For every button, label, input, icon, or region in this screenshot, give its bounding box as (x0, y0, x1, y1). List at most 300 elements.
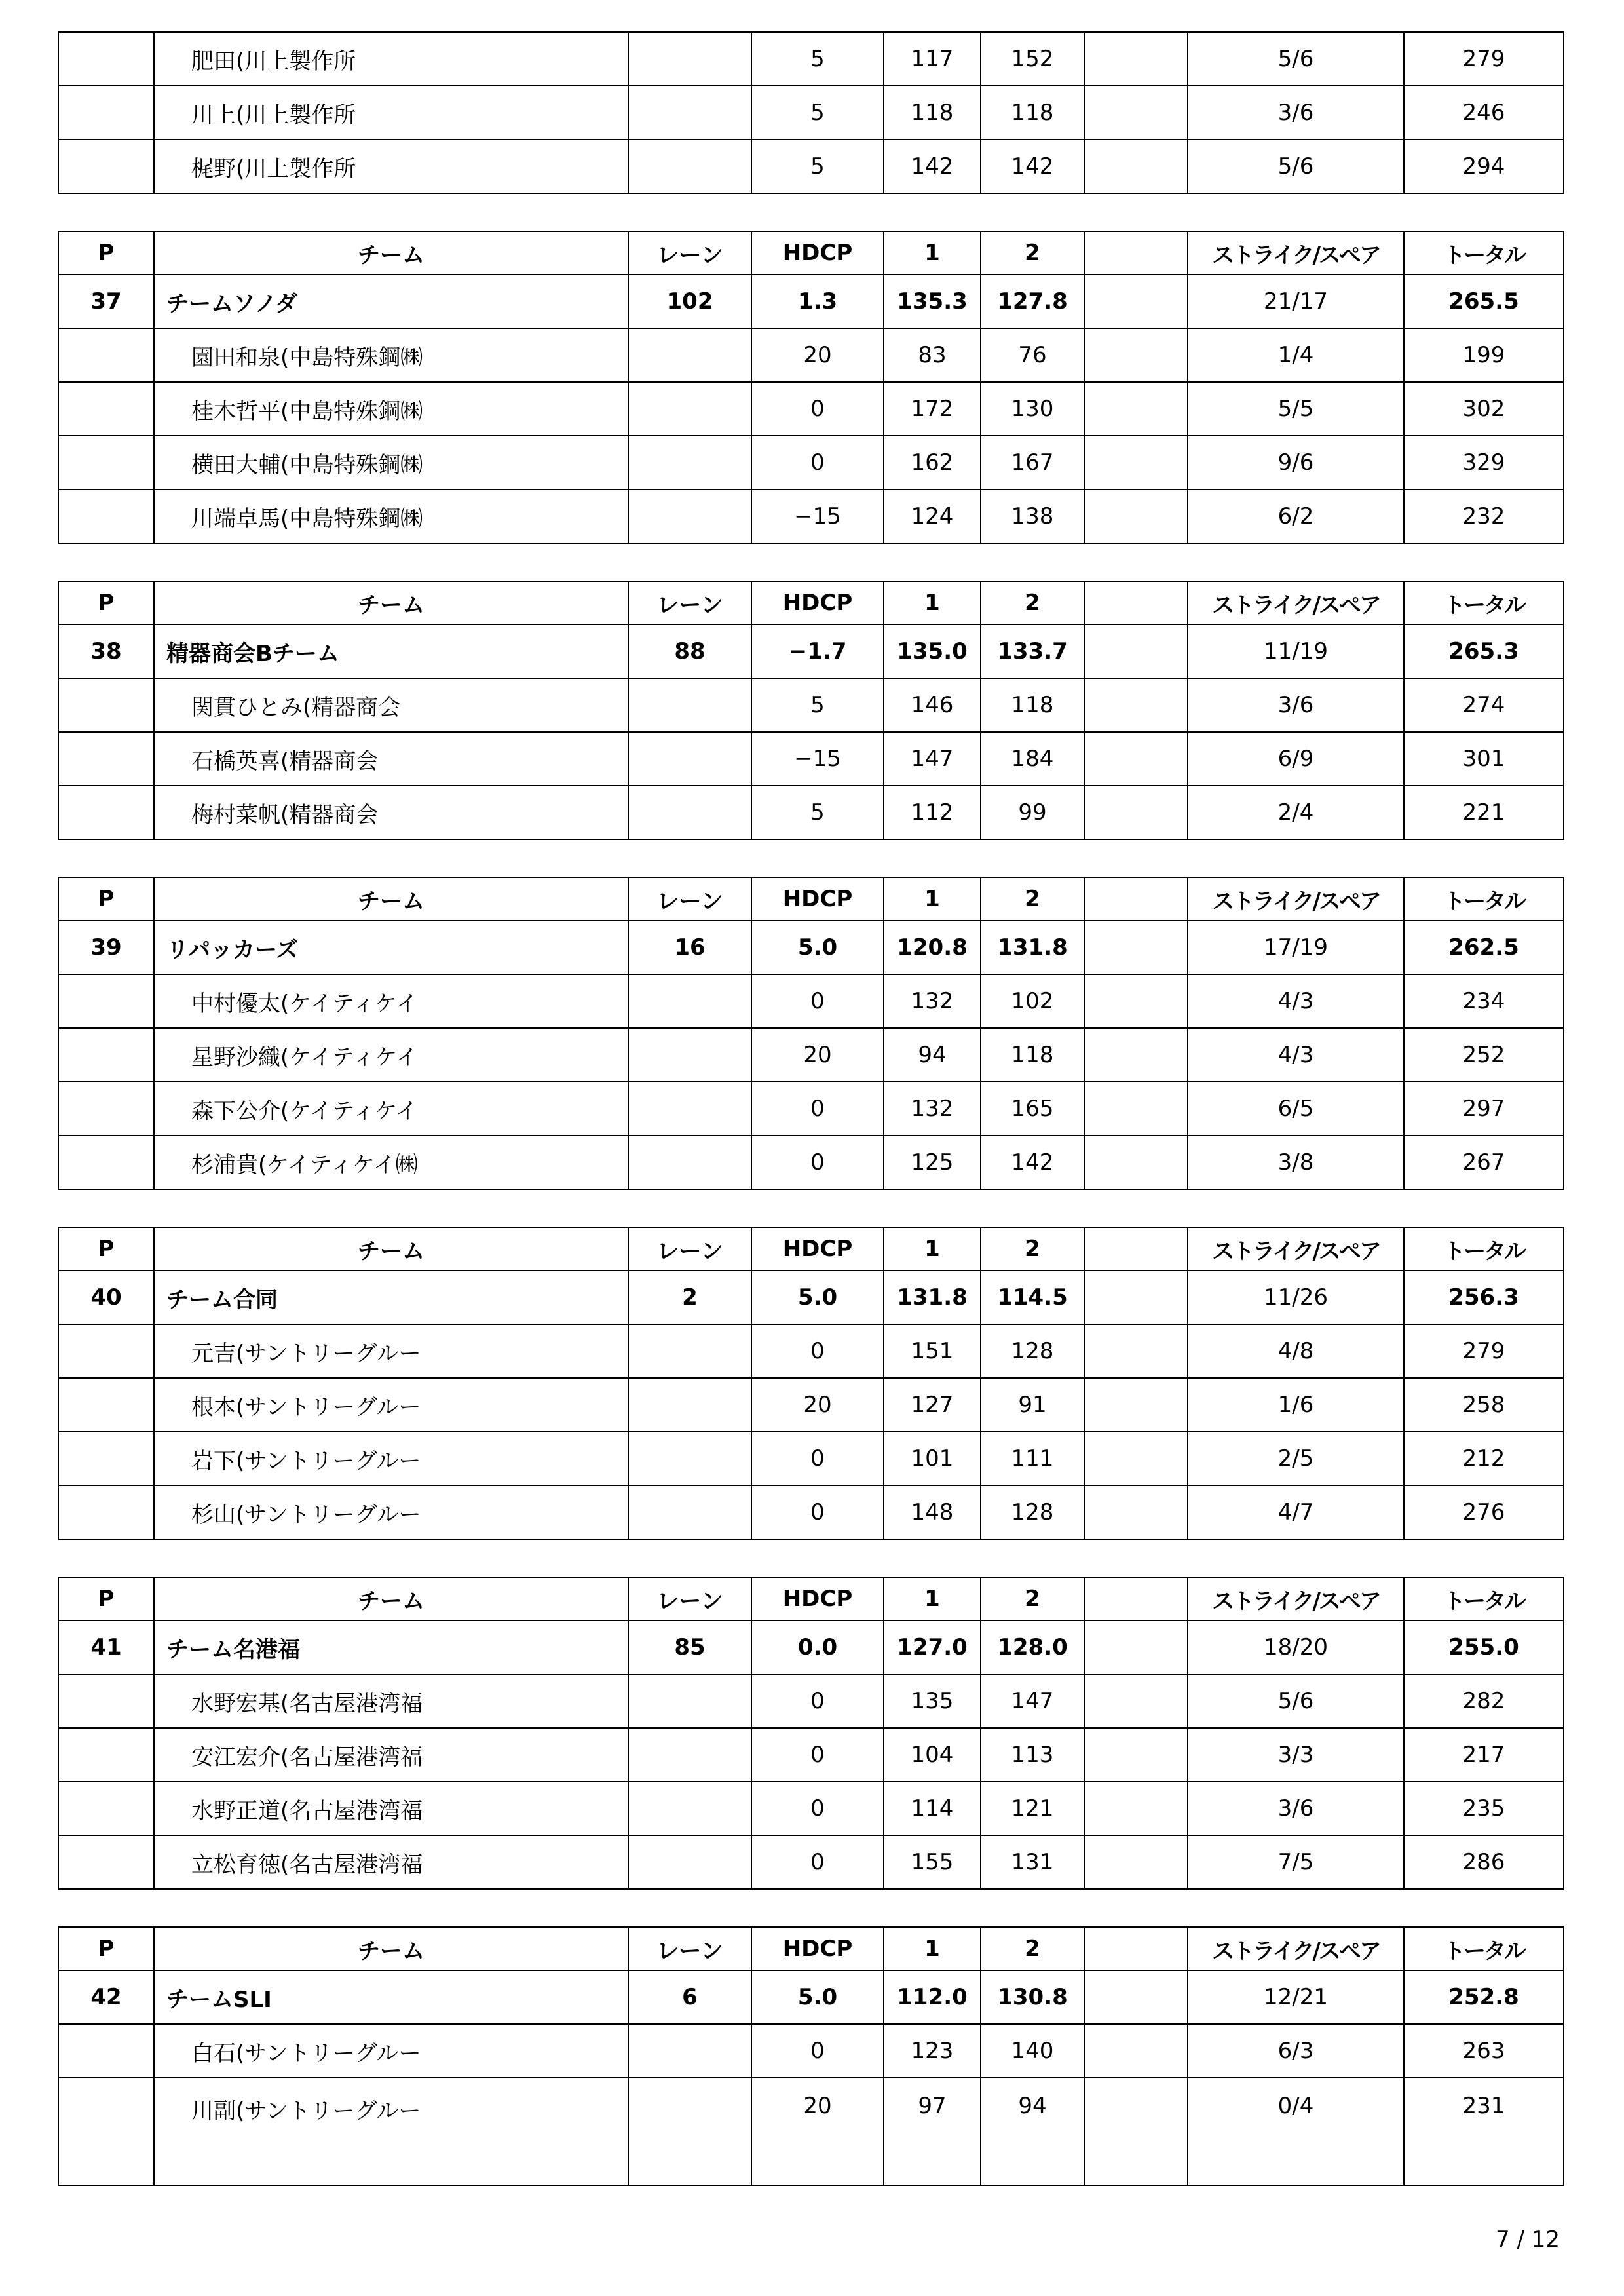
player-total: 252 (1404, 1028, 1564, 1082)
player-rank-empty (58, 489, 154, 543)
team-rank: 42 (58, 1970, 154, 2024)
player-rank-empty (58, 382, 154, 436)
player-hdcp: 0 (751, 1835, 884, 1889)
player-total: 234 (1404, 974, 1564, 1028)
player-blank (1084, 140, 1188, 193)
player-rank-empty (58, 1674, 154, 1728)
player-blank (1084, 2024, 1188, 2078)
header-lane: レーン (628, 1927, 751, 1970)
player-strike-spare: 6/2 (1188, 489, 1404, 543)
player-total: 302 (1404, 382, 1564, 436)
player-rank-empty (58, 1378, 154, 1432)
player-lane-empty (628, 86, 751, 140)
player-row (58, 678, 1564, 732)
player-name: 水野正道(名古屋港湾福 (154, 1782, 628, 1835)
player-game2: 142 (981, 140, 1084, 193)
header-team: チーム (154, 877, 628, 921)
player-name: 中村優太(ケイティケイ (154, 974, 628, 1028)
team-hdcp: 1.3 (751, 275, 884, 328)
header-game1: 1 (884, 1227, 981, 1271)
player-game2: 184 (981, 732, 1084, 786)
page-number: 7 / 12 (1496, 2227, 1560, 2253)
header-total: トータル (1404, 1927, 1564, 1970)
header-p: P (58, 581, 154, 624)
player-rank-empty (58, 1432, 154, 1485)
player-blank (1084, 1485, 1188, 1539)
player-game1: 118 (884, 86, 981, 140)
header-blank (1084, 581, 1188, 624)
player-game1: 162 (884, 436, 981, 489)
player-name: 杉山(サントリーグルー (154, 1485, 628, 1539)
player-name: 川副(サントリーグルー (154, 2078, 628, 2185)
team-total: 252.8 (1404, 1970, 1564, 2024)
player-name: 梅村菜帆(精器商会 (154, 786, 628, 839)
player-name: 立松育徳(名古屋港湾福 (154, 1835, 628, 1889)
header-lane: レーン (628, 1577, 751, 1620)
player-strike-spare: 6/5 (1188, 1082, 1404, 1136)
team-row (58, 1620, 1564, 1674)
team-game1-avg: 135.3 (884, 275, 981, 328)
player-blank (1084, 1835, 1188, 1889)
player-strike-spare: 5/6 (1188, 1674, 1404, 1728)
player-blank (1084, 1378, 1188, 1432)
team-strike-spare: 11/19 (1188, 624, 1404, 678)
team-row (58, 275, 1564, 328)
results-tables (58, 31, 1563, 2223)
player-game1: 114 (884, 1782, 981, 1835)
team-name: チームSLI (154, 1970, 628, 2024)
player-blank (1084, 786, 1188, 839)
team-strike-spare: 21/17 (1188, 275, 1404, 328)
header-game2: 2 (981, 231, 1084, 275)
player-game2: 91 (981, 1378, 1084, 1432)
team-blank (1084, 275, 1188, 328)
team-blank (1084, 1620, 1188, 1674)
player-blank (1084, 1674, 1188, 1728)
header-blank (1084, 1927, 1188, 1970)
player-total: 276 (1404, 1485, 1564, 1539)
player-row (58, 489, 1564, 543)
player-total: 297 (1404, 1082, 1564, 1136)
team-total: 256.3 (1404, 1271, 1564, 1324)
team-game2-avg: 131.8 (981, 921, 1084, 974)
player-strike-spare: 3/8 (1188, 1136, 1404, 1189)
team-strike-spare: 18/20 (1188, 1620, 1404, 1674)
player-rank-empty (58, 2024, 154, 2078)
player-lane-empty (628, 328, 751, 382)
team-game1-avg: 135.0 (884, 624, 981, 678)
player-total: 279 (1404, 1324, 1564, 1378)
player-strike-spare: 3/6 (1188, 86, 1404, 140)
player-game2: 111 (981, 1432, 1084, 1485)
player-total: 232 (1404, 489, 1564, 543)
player-total: 235 (1404, 1782, 1564, 1835)
player-blank (1084, 328, 1188, 382)
player-hdcp: 0 (751, 1674, 884, 1728)
team-blank (1084, 921, 1188, 974)
player-name: 川上(川上製作所 (154, 86, 628, 140)
player-row (58, 732, 1564, 786)
player-name: 桂木哲平(中島特殊鋼㈱ (154, 382, 628, 436)
player-total: 294 (1404, 140, 1564, 193)
team-total: 262.5 (1404, 921, 1564, 974)
player-hdcp: −15 (751, 489, 884, 543)
header-total: トータル (1404, 231, 1564, 275)
player-total: 258 (1404, 1378, 1564, 1432)
player-name: 星野沙織(ケイティケイ (154, 1028, 628, 1082)
player-row (58, 1782, 1564, 1835)
player-lane-empty (628, 1378, 751, 1432)
player-game2: 152 (981, 32, 1084, 86)
team-hdcp: 5.0 (751, 1970, 884, 2024)
player-total: 212 (1404, 1432, 1564, 1485)
player-hdcp: 0 (751, 1082, 884, 1136)
player-blank (1084, 2078, 1188, 2185)
player-rank-empty (58, 1835, 154, 1889)
player-name: 根本(サントリーグルー (154, 1378, 628, 1432)
player-row (58, 2078, 1564, 2185)
player-row (58, 140, 1564, 193)
player-game1: 132 (884, 1082, 981, 1136)
player-rank-empty (58, 732, 154, 786)
player-blank (1084, 1782, 1188, 1835)
header-row (58, 1227, 1564, 1271)
player-game1: 132 (884, 974, 981, 1028)
player-blank (1084, 1136, 1188, 1189)
player-game1: 172 (884, 382, 981, 436)
header-row (58, 581, 1564, 624)
team-row (58, 921, 1564, 974)
team-lane: 16 (628, 921, 751, 974)
player-lane-empty (628, 786, 751, 839)
team-table (58, 877, 1564, 1190)
header-strike-spare: ストライク/スペア (1188, 231, 1404, 275)
player-game1: 151 (884, 1324, 981, 1378)
header-p: P (58, 1577, 154, 1620)
player-name: 肥田(川上製作所 (154, 32, 628, 86)
header-team: チーム (154, 581, 628, 624)
player-name: 森下公介(ケイティケイ (154, 1082, 628, 1136)
team-row (58, 1970, 1564, 2024)
player-rank-empty (58, 786, 154, 839)
player-blank (1084, 382, 1188, 436)
player-game1: 97 (884, 2078, 981, 2185)
team-hdcp: 5.0 (751, 921, 884, 974)
player-game1: 147 (884, 732, 981, 786)
player-name: 園田和泉(中島特殊鋼㈱ (154, 328, 628, 382)
header-total: トータル (1404, 1227, 1564, 1271)
header-lane: レーン (628, 1227, 751, 1271)
player-game1: 127 (884, 1378, 981, 1432)
player-hdcp: 0 (751, 1136, 884, 1189)
player-game1: 123 (884, 2024, 981, 2078)
player-rank-empty (58, 1082, 154, 1136)
header-hdcp: HDCP (751, 231, 884, 275)
player-game1: 148 (884, 1485, 981, 1539)
header-hdcp: HDCP (751, 1577, 884, 1620)
player-blank (1084, 1432, 1188, 1485)
player-hdcp: 0 (751, 436, 884, 489)
player-game2: 147 (981, 1674, 1084, 1728)
player-rank-empty (58, 678, 154, 732)
player-total: 199 (1404, 328, 1564, 382)
player-hdcp: 5 (751, 140, 884, 193)
player-lane-empty (628, 1674, 751, 1728)
header-strike-spare: ストライク/スペア (1188, 877, 1404, 921)
team-game2-avg: 130.8 (981, 1970, 1084, 2024)
player-row (58, 382, 1564, 436)
header-blank (1084, 877, 1188, 921)
team-total: 265.5 (1404, 275, 1564, 328)
player-game2: 118 (981, 1028, 1084, 1082)
header-lane: レーン (628, 581, 751, 624)
header-hdcp: HDCP (751, 1927, 884, 1970)
header-game1: 1 (884, 877, 981, 921)
player-game2: 140 (981, 2024, 1084, 2078)
player-game1: 83 (884, 328, 981, 382)
player-blank (1084, 732, 1188, 786)
player-game2: 118 (981, 86, 1084, 140)
player-lane-empty (628, 1728, 751, 1782)
player-name: 梶野(川上製作所 (154, 140, 628, 193)
header-hdcp: HDCP (751, 581, 884, 624)
player-game2: 118 (981, 678, 1084, 732)
player-lane-empty (628, 489, 751, 543)
player-lane-empty (628, 2078, 751, 2185)
player-game2: 138 (981, 489, 1084, 543)
player-total: 263 (1404, 2024, 1564, 2078)
player-blank (1084, 32, 1188, 86)
player-game2: 102 (981, 974, 1084, 1028)
player-hdcp: 20 (751, 328, 884, 382)
player-rank-empty (58, 974, 154, 1028)
team-game1-avg: 127.0 (884, 1620, 981, 1674)
player-blank (1084, 1728, 1188, 1782)
team-rank: 40 (58, 1271, 154, 1324)
player-lane-empty (628, 1432, 751, 1485)
player-row (58, 786, 1564, 839)
team-rank: 37 (58, 275, 154, 328)
player-strike-spare: 9/6 (1188, 436, 1404, 489)
player-rank-empty (58, 1324, 154, 1378)
player-lane-empty (628, 678, 751, 732)
team-table (58, 1926, 1564, 2186)
player-strike-spare: 3/6 (1188, 678, 1404, 732)
player-name: 横田大輔(中島特殊鋼㈱ (154, 436, 628, 489)
header-blank (1084, 1227, 1188, 1271)
player-row (58, 1324, 1564, 1378)
player-hdcp: 0 (751, 382, 884, 436)
player-game2: 128 (981, 1324, 1084, 1378)
team-table (58, 1577, 1564, 1890)
player-blank (1084, 86, 1188, 140)
team-name: チーム名港福 (154, 1620, 628, 1674)
continuation-table (58, 31, 1564, 194)
player-row (58, 436, 1564, 489)
player-rank-empty (58, 328, 154, 382)
team-strike-spare: 17/19 (1188, 921, 1404, 974)
team-strike-spare: 12/21 (1188, 1970, 1404, 2024)
team-blank (1084, 1970, 1188, 2024)
header-blank (1084, 231, 1188, 275)
header-team: チーム (154, 1227, 628, 1271)
player-hdcp: 0 (751, 1324, 884, 1378)
player-game1: 104 (884, 1728, 981, 1782)
header-total: トータル (1404, 877, 1564, 921)
player-game2: 142 (981, 1136, 1084, 1189)
header-strike-spare: ストライク/スペア (1188, 1227, 1404, 1271)
player-game1: 146 (884, 678, 981, 732)
header-team: チーム (154, 1577, 628, 1620)
player-hdcp: 20 (751, 2078, 884, 2185)
player-strike-spare: 0/4 (1188, 2078, 1404, 2185)
player-strike-spare: 4/3 (1188, 1028, 1404, 1082)
team-row (58, 1271, 1564, 1324)
header-p: P (58, 1227, 154, 1271)
header-game2: 2 (981, 581, 1084, 624)
header-total: トータル (1404, 581, 1564, 624)
team-game2-avg: 133.7 (981, 624, 1084, 678)
player-game1: 124 (884, 489, 981, 543)
player-lane-empty (628, 1485, 751, 1539)
header-p: P (58, 877, 154, 921)
team-game1-avg: 131.8 (884, 1271, 981, 1324)
player-total: 286 (1404, 1835, 1564, 1889)
player-strike-spare: 4/7 (1188, 1485, 1404, 1539)
player-game2: 94 (981, 2078, 1084, 2185)
header-game2: 2 (981, 1227, 1084, 1271)
team-blank (1084, 1271, 1188, 1324)
player-total: 217 (1404, 1728, 1564, 1782)
player-rank-empty (58, 1782, 154, 1835)
team-rank: 39 (58, 921, 154, 974)
player-lane-empty (628, 2024, 751, 2078)
team-game2-avg: 128.0 (981, 1620, 1084, 1674)
team-row (58, 624, 1564, 678)
player-hdcp: 5 (751, 86, 884, 140)
player-row (58, 1674, 1564, 1728)
player-row (58, 1835, 1564, 1889)
player-name: 白石(サントリーグルー (154, 2024, 628, 2078)
player-rank-empty (58, 1728, 154, 1782)
player-name: 石橋英喜(精器商会 (154, 732, 628, 786)
player-hdcp: 0 (751, 1728, 884, 1782)
header-game1: 1 (884, 581, 981, 624)
header-team: チーム (154, 231, 628, 275)
team-blank (1084, 624, 1188, 678)
player-row (58, 328, 1564, 382)
player-game2: 167 (981, 436, 1084, 489)
header-game1: 1 (884, 1927, 981, 1970)
team-game1-avg: 112.0 (884, 1970, 981, 2024)
player-total: 221 (1404, 786, 1564, 839)
player-rank-empty (58, 32, 154, 86)
player-hdcp: 0 (751, 1485, 884, 1539)
player-lane-empty (628, 382, 751, 436)
header-row (58, 1577, 1564, 1620)
header-game2: 2 (981, 1927, 1084, 1970)
team-name: チーム合同 (154, 1271, 628, 1324)
player-blank (1084, 1324, 1188, 1378)
player-row (58, 1378, 1564, 1432)
player-row (58, 1028, 1564, 1082)
player-game2: 130 (981, 382, 1084, 436)
header-strike-spare: ストライク/スペア (1188, 581, 1404, 624)
player-name: 関貫ひとみ(精器商会 (154, 678, 628, 732)
player-blank (1084, 489, 1188, 543)
team-table (58, 581, 1564, 840)
player-row (58, 1136, 1564, 1189)
team-lane: 2 (628, 1271, 751, 1324)
player-game2: 131 (981, 1835, 1084, 1889)
player-row (58, 86, 1564, 140)
player-strike-spare: 6/9 (1188, 732, 1404, 786)
player-row (58, 1082, 1564, 1136)
player-game1: 142 (884, 140, 981, 193)
player-lane-empty (628, 1136, 751, 1189)
team-game2-avg: 127.8 (981, 275, 1084, 328)
player-blank (1084, 436, 1188, 489)
team-name: リパッカーズ (154, 921, 628, 974)
header-game2: 2 (981, 1577, 1084, 1620)
team-game1-avg: 120.8 (884, 921, 981, 974)
player-rank-empty (58, 1136, 154, 1189)
player-hdcp: −15 (751, 732, 884, 786)
player-name: 安江宏介(名古屋港湾福 (154, 1728, 628, 1782)
player-game2: 113 (981, 1728, 1084, 1782)
player-total: 329 (1404, 436, 1564, 489)
team-total: 265.3 (1404, 624, 1564, 678)
team-lane: 88 (628, 624, 751, 678)
player-lane-empty (628, 1082, 751, 1136)
player-lane-empty (628, 1028, 751, 1082)
player-strike-spare: 4/8 (1188, 1324, 1404, 1378)
player-game2: 76 (981, 328, 1084, 382)
player-game1: 112 (884, 786, 981, 839)
team-table (58, 1227, 1564, 1540)
player-strike-spare: 1/6 (1188, 1378, 1404, 1432)
team-lane: 102 (628, 275, 751, 328)
player-lane-empty (628, 1324, 751, 1378)
player-strike-spare: 1/4 (1188, 328, 1404, 382)
player-strike-spare: 5/6 (1188, 32, 1404, 86)
player-name: 杉浦貴(ケイティケイ㈱ (154, 1136, 628, 1189)
player-game1: 125 (884, 1136, 981, 1189)
header-total: トータル (1404, 1577, 1564, 1620)
player-strike-spare: 3/3 (1188, 1728, 1404, 1782)
player-strike-spare: 5/6 (1188, 140, 1404, 193)
header-team: チーム (154, 1927, 628, 1970)
player-hdcp: 0 (751, 2024, 884, 2078)
player-row (58, 1432, 1564, 1485)
header-game1: 1 (884, 231, 981, 275)
header-game1: 1 (884, 1577, 981, 1620)
player-lane-empty (628, 1835, 751, 1889)
team-hdcp: −1.7 (751, 624, 884, 678)
header-row (58, 231, 1564, 275)
player-name: 水野宏基(名古屋港湾福 (154, 1674, 628, 1728)
player-hdcp: 5 (751, 678, 884, 732)
player-strike-spare: 4/3 (1188, 974, 1404, 1028)
player-name: 岩下(サントリーグルー (154, 1432, 628, 1485)
player-row (58, 32, 1564, 86)
player-game1: 135 (884, 1674, 981, 1728)
player-lane-empty (628, 732, 751, 786)
header-lane: レーン (628, 877, 751, 921)
player-lane-empty (628, 436, 751, 489)
player-hdcp: 0 (751, 974, 884, 1028)
header-row (58, 1927, 1564, 1970)
